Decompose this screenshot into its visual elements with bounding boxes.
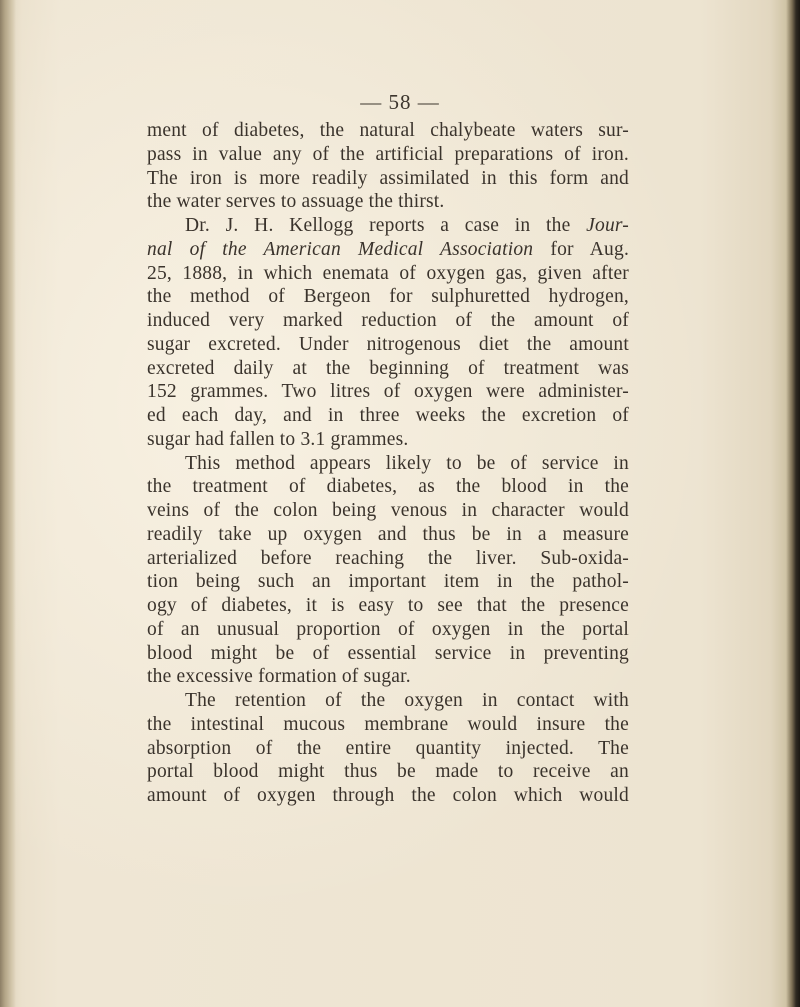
text-line-2: pass in value any of the artificial preparations of iron. bbox=[147, 143, 629, 165]
text-line-22: of an unusual proportion of oxygen in the portal bbox=[147, 618, 629, 640]
text-line-19: arterialized before reaching the liver. Sub-oxida- bbox=[147, 547, 629, 569]
page-number: — 58 — bbox=[360, 90, 440, 114]
text-line-10: sugar excreted. Under nitrogenous diet the amount bbox=[147, 333, 629, 355]
text-line-15: This method appears likely to be of service in bbox=[185, 452, 629, 474]
text-line-18: readily take up oxygen and thus be in a measure bbox=[147, 523, 629, 545]
text-line-23: blood might be of essential service in preventing bbox=[147, 642, 629, 664]
text-line-6-roman: for Aug. bbox=[550, 238, 630, 260]
journal-title-end: nal of the American Medical Association bbox=[147, 238, 534, 260]
body-text bbox=[147, 119, 629, 808]
text-line-20: tion being such an important item in the pathol- bbox=[147, 571, 629, 593]
text-line-11: excreted daily at the beginning of treatment was bbox=[147, 357, 629, 379]
text-line-27: absorption of the entire quantity injected. The bbox=[147, 737, 629, 759]
journal-title-start: Jour- bbox=[586, 215, 629, 236]
text-line-21: ogy of diabetes, it is easy to see that the presence bbox=[147, 595, 629, 616]
text-line-6 bbox=[147, 238, 629, 262]
text-line-1: ment of diabetes, the natural chalybeate waters sur- bbox=[147, 120, 629, 141]
text-line-12: 152 grammes. Two litres of oxygen were administer- bbox=[147, 381, 629, 403]
text-line-17: veins of the colon being venous in character would bbox=[147, 500, 629, 521]
text-line-26: the intestinal mucous membrane would insure the bbox=[147, 713, 629, 735]
text-line-14: sugar had fallen to 3.1 grammes. bbox=[147, 428, 409, 450]
text-line-7: 25, 1888, in which enemata of oxygen gas, given after bbox=[147, 262, 629, 284]
text-line-13: ed each day, and in three weeks the excretion of bbox=[147, 405, 629, 426]
text-line-4: the water serves to assuage the thirst. bbox=[147, 191, 445, 213]
text-line-25: The retention of the oxygen in contact with bbox=[185, 690, 629, 711]
text-line-8: the method of Bergeon for sulphuretted hydrogen, bbox=[147, 286, 629, 308]
text-line-5-roman: Dr. J. H. Kellogg reports a case in the bbox=[185, 215, 571, 236]
text-line-16: the treatment of diabetes, as the blood in the bbox=[147, 476, 629, 498]
text-line-29: amount of oxygen through the colon which would bbox=[147, 785, 629, 806]
text-line-28: portal blood might thus be made to receive an bbox=[147, 761, 629, 783]
page-right-edge bbox=[786, 0, 800, 1007]
page-left-edge bbox=[0, 0, 16, 1007]
text-line-24: the excessive formation of sugar. bbox=[147, 666, 411, 688]
text-line-3: The iron is more readily assimilated in this form and bbox=[147, 167, 629, 189]
text-line-5 bbox=[147, 214, 629, 238]
text-line-9: induced very marked reduction of the amount of bbox=[147, 310, 629, 331]
